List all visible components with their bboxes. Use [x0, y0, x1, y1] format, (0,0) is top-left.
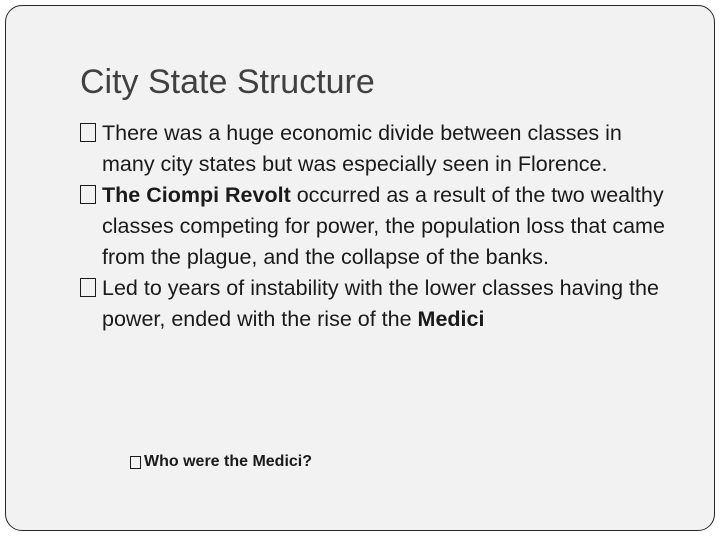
bullet-box-icon — [80, 278, 96, 297]
sub-bullet-box-icon — [130, 456, 141, 469]
bullet-list — [80, 118, 680, 335]
bullet-item — [80, 180, 680, 273]
bullet-box-icon — [80, 185, 96, 204]
bullet-bold-term: Medici — [417, 307, 485, 331]
bullet-text: There was a huge economic divide between classes in many city states but was especially seen in Florence. — [102, 121, 622, 176]
bullet-bold-term: The Ciompi Revolt — [102, 183, 291, 207]
bullet-item — [80, 273, 680, 335]
bullet-item — [80, 118, 680, 180]
sub-bullet-item — [130, 452, 312, 472]
sub-bullet-text: Who were the Medici? — [144, 453, 313, 470]
bullet-text: Led to years of instability with the lower classes having the power, ended with the rise of the — [102, 276, 659, 331]
bullet-box-icon — [80, 123, 96, 142]
bullet-text: occurred as a result of the two wealthy classes competing for power, the population loss that came from the plague, and the collapse of the banks. — [102, 183, 665, 269]
slide-title: City State Structure — [80, 63, 375, 101]
